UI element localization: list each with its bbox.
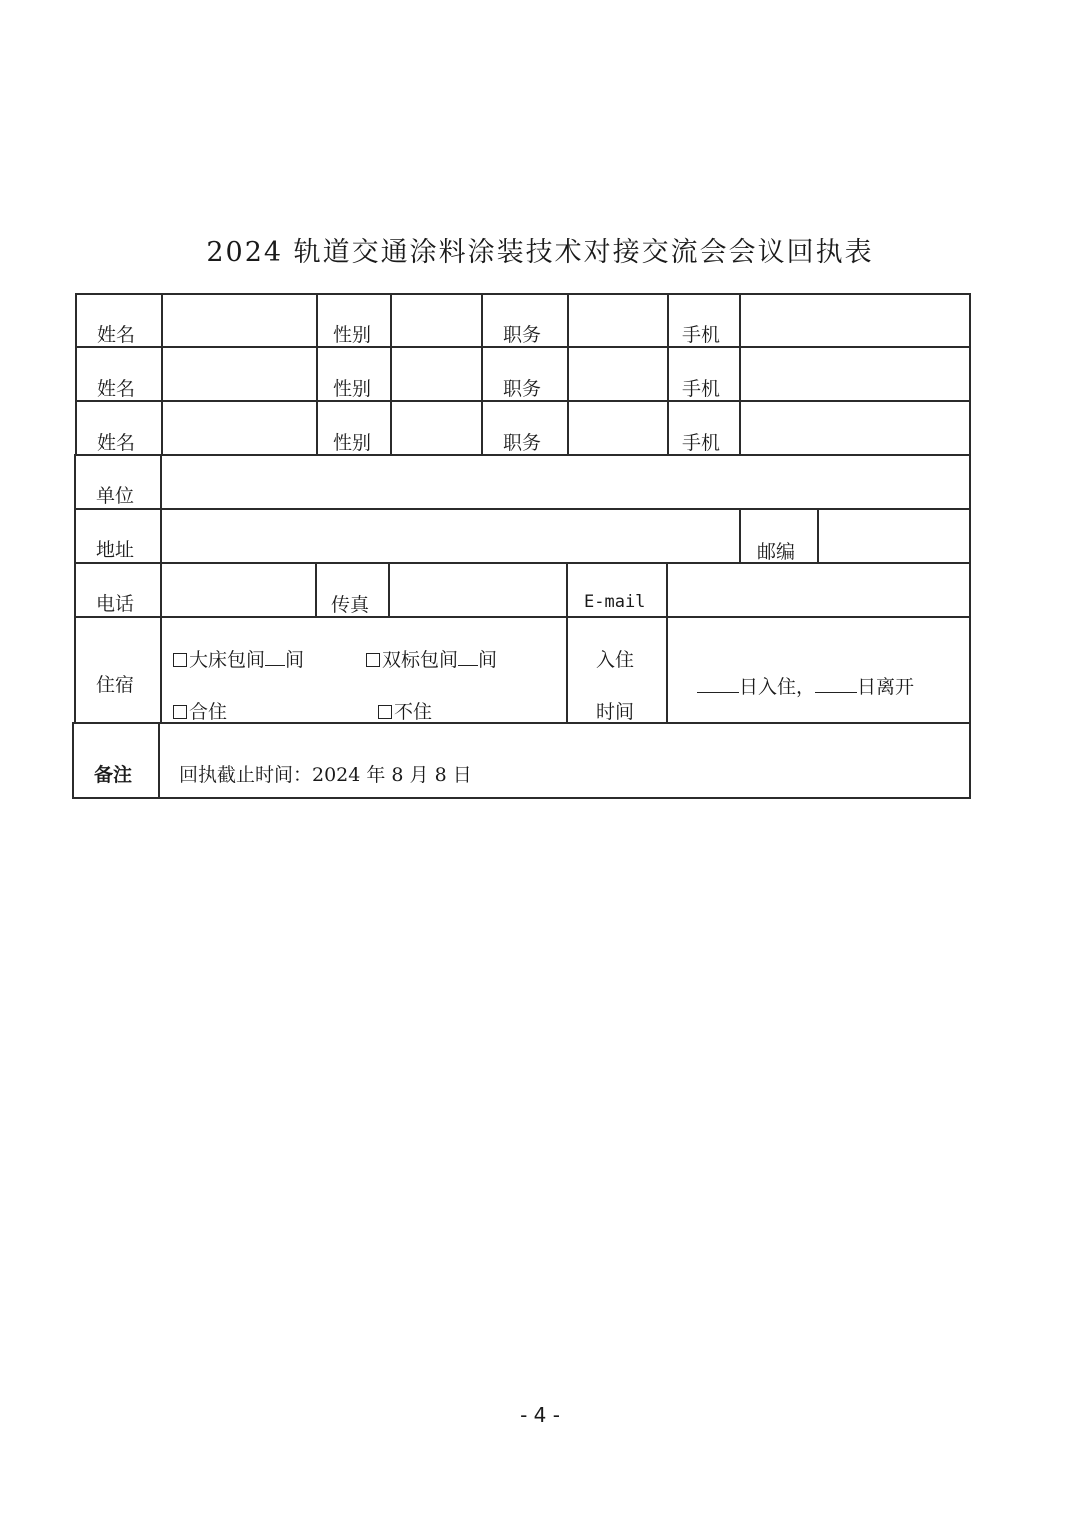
col-divider [316,293,318,454]
mobile-label: 手机 [682,378,721,400]
col-divider [566,562,568,722]
col-divider [315,562,317,616]
room-count-blank[interactable] [265,665,285,666]
deadline-text: 回执截止时间：2024 年 8 月 8 日 [179,764,472,786]
col-divider [739,508,741,562]
checkin-checkout-text: 日入住， 日离开 [697,672,914,699]
option-king-room[interactable]: 大床包间 间 [173,645,304,672]
col-divider [481,293,483,454]
accommodation-label: 住宿 [96,674,135,696]
email-field[interactable] [668,564,968,615]
gender-field[interactable] [392,295,480,346]
checkbox-icon[interactable] [366,653,380,667]
name-field[interactable] [163,295,315,346]
position-field[interactable] [569,348,666,399]
option-twin-room[interactable]: 双标包间 间 [366,645,497,672]
address-field[interactable] [162,510,738,561]
label-column-divider [158,722,160,799]
checkbox-icon[interactable] [173,653,187,667]
checkin-time-label-line1: 入住 [596,649,635,671]
address-label: 地址 [96,539,135,561]
name-label: 姓名 [97,378,136,400]
table-border-bottom [72,797,971,799]
checkout-day-blank[interactable] [815,692,857,693]
checkin-day-blank[interactable] [697,692,739,693]
mobile-label: 手机 [682,432,721,454]
position-label: 职务 [503,432,542,454]
postcode-field[interactable] [819,510,968,561]
name-field[interactable] [163,348,315,399]
name-label: 姓名 [97,432,136,454]
table-border-right [969,293,971,799]
position-field[interactable] [569,295,666,346]
remarks-label: 备注 [94,764,133,786]
gender-field[interactable] [392,402,480,453]
company-field[interactable] [162,456,968,507]
phone-field[interactable] [162,564,314,615]
row-divider [74,616,971,618]
mobile-field[interactable] [741,295,968,346]
option-shared[interactable]: 合住 [173,697,227,724]
table-border-left [72,722,74,799]
mobile-field[interactable] [741,348,968,399]
email-label: E-mail [584,592,646,612]
page-number: - 4 - [520,1403,560,1427]
room-count-blank[interactable] [458,665,478,666]
mobile-label: 手机 [682,324,721,346]
checkbox-icon[interactable] [378,705,392,719]
fax-field[interactable] [390,564,565,615]
position-label: 职务 [503,324,542,346]
gender-label: 性别 [333,378,372,400]
phone-label: 电话 [96,593,135,615]
fax-label: 传真 [331,594,370,616]
company-label: 单位 [96,485,135,507]
gender-field[interactable] [392,348,480,399]
option-no-stay[interactable]: 不住 [378,697,432,724]
name-field[interactable] [163,402,315,453]
position-field[interactable] [569,402,666,453]
document-title: 2024 轨道交通涂料涂装技术对接交流会会议回执表 [206,237,874,268]
mobile-field[interactable] [741,402,968,453]
checkin-time-label-line2: 时间 [596,701,635,723]
col-divider [667,293,669,454]
checkbox-icon[interactable] [173,705,187,719]
gender-label: 性别 [333,324,372,346]
table-border-left [75,293,77,454]
table-border-left [74,454,76,722]
name-label: 姓名 [97,324,136,346]
gender-label: 性别 [333,432,372,454]
postcode-label: 邮编 [757,541,796,563]
position-label: 职务 [503,378,542,400]
